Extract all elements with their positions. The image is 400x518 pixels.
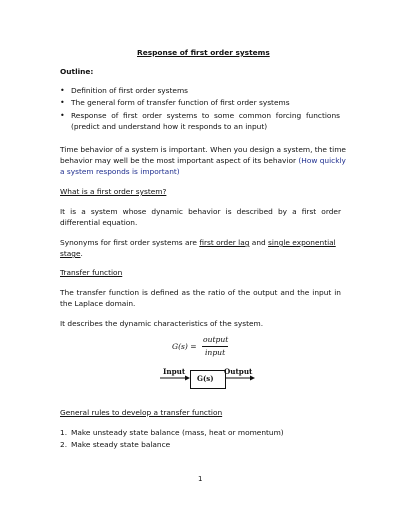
rule-text: Make steady state balance (71, 440, 171, 449)
paragraph-line: It describes the dynamic characteristics of the system. (60, 319, 264, 328)
highlight-text: a system responds is important) (60, 167, 180, 176)
outline-item: The general form of transfer function of first order systems (71, 98, 290, 107)
diagram-block-label: G(s) (197, 374, 214, 383)
paragraph-line (60, 238, 336, 249)
outline-heading: Outline: (60, 67, 94, 76)
equation-numerator: output (203, 335, 229, 344)
equation-denominator: input (205, 348, 226, 357)
highlight-text: (How quickly (298, 156, 346, 165)
page-number: 1 (198, 475, 203, 483)
section-heading-transfer-function: Transfer function (60, 268, 123, 277)
outline-item: Response of first order systems to some common forcing functions (71, 111, 340, 120)
diagram-output-label: Output (224, 367, 253, 376)
bullet-icon: • (60, 86, 65, 95)
term-stage: stage (60, 249, 81, 258)
block-diagram (160, 367, 255, 391)
section-heading-rules: General rules to develop a transfer function (60, 408, 223, 417)
paragraph-line: The transfer function is defined as the ratio of the output and the input in (60, 288, 341, 297)
rule-text: Make unsteady state balance (mass, heat or momentum) (71, 428, 284, 437)
paragraph-line (60, 156, 346, 167)
paragraph-text: and (249, 238, 269, 247)
section-heading-what: What is a first order system? (60, 187, 167, 196)
term-single-exponential: single exponential (268, 238, 336, 247)
equation-lhs: G(s) = (172, 342, 197, 351)
paragraph-line (60, 249, 83, 260)
paragraph-line: differential equation. (60, 218, 138, 227)
paragraph-text: Synonyms for first order systems are (60, 238, 200, 247)
paragraph-line: the Laplace domain. (60, 299, 136, 308)
transfer-function-equation (172, 335, 232, 359)
paragraph-text: . (80, 249, 83, 258)
paragraph-line: Time behavior of a system is important. When you design a system, the time (60, 145, 346, 154)
output-arrow (225, 373, 255, 383)
paragraph-text: behavior may well be the most important aspect of its behavior (60, 156, 299, 165)
paragraph-line: It is a system whose dynamic behavior is described by a first order (60, 207, 341, 216)
fraction-bar (202, 346, 228, 347)
bullet-icon: • (60, 111, 65, 120)
rule-number: 1. (60, 428, 68, 437)
diagram-input-label: Input (163, 367, 186, 376)
outline-item: Definition of first order systems (71, 86, 189, 95)
input-arrow (160, 373, 190, 383)
term-first-order-lag: first order lag (199, 238, 250, 247)
outline-item-continuation: (predict and understand how it responds to an input) (71, 122, 268, 131)
page-title: Response of first order systems (137, 48, 270, 57)
bullet-icon: • (60, 98, 65, 107)
rule-number: 2. (60, 440, 68, 449)
